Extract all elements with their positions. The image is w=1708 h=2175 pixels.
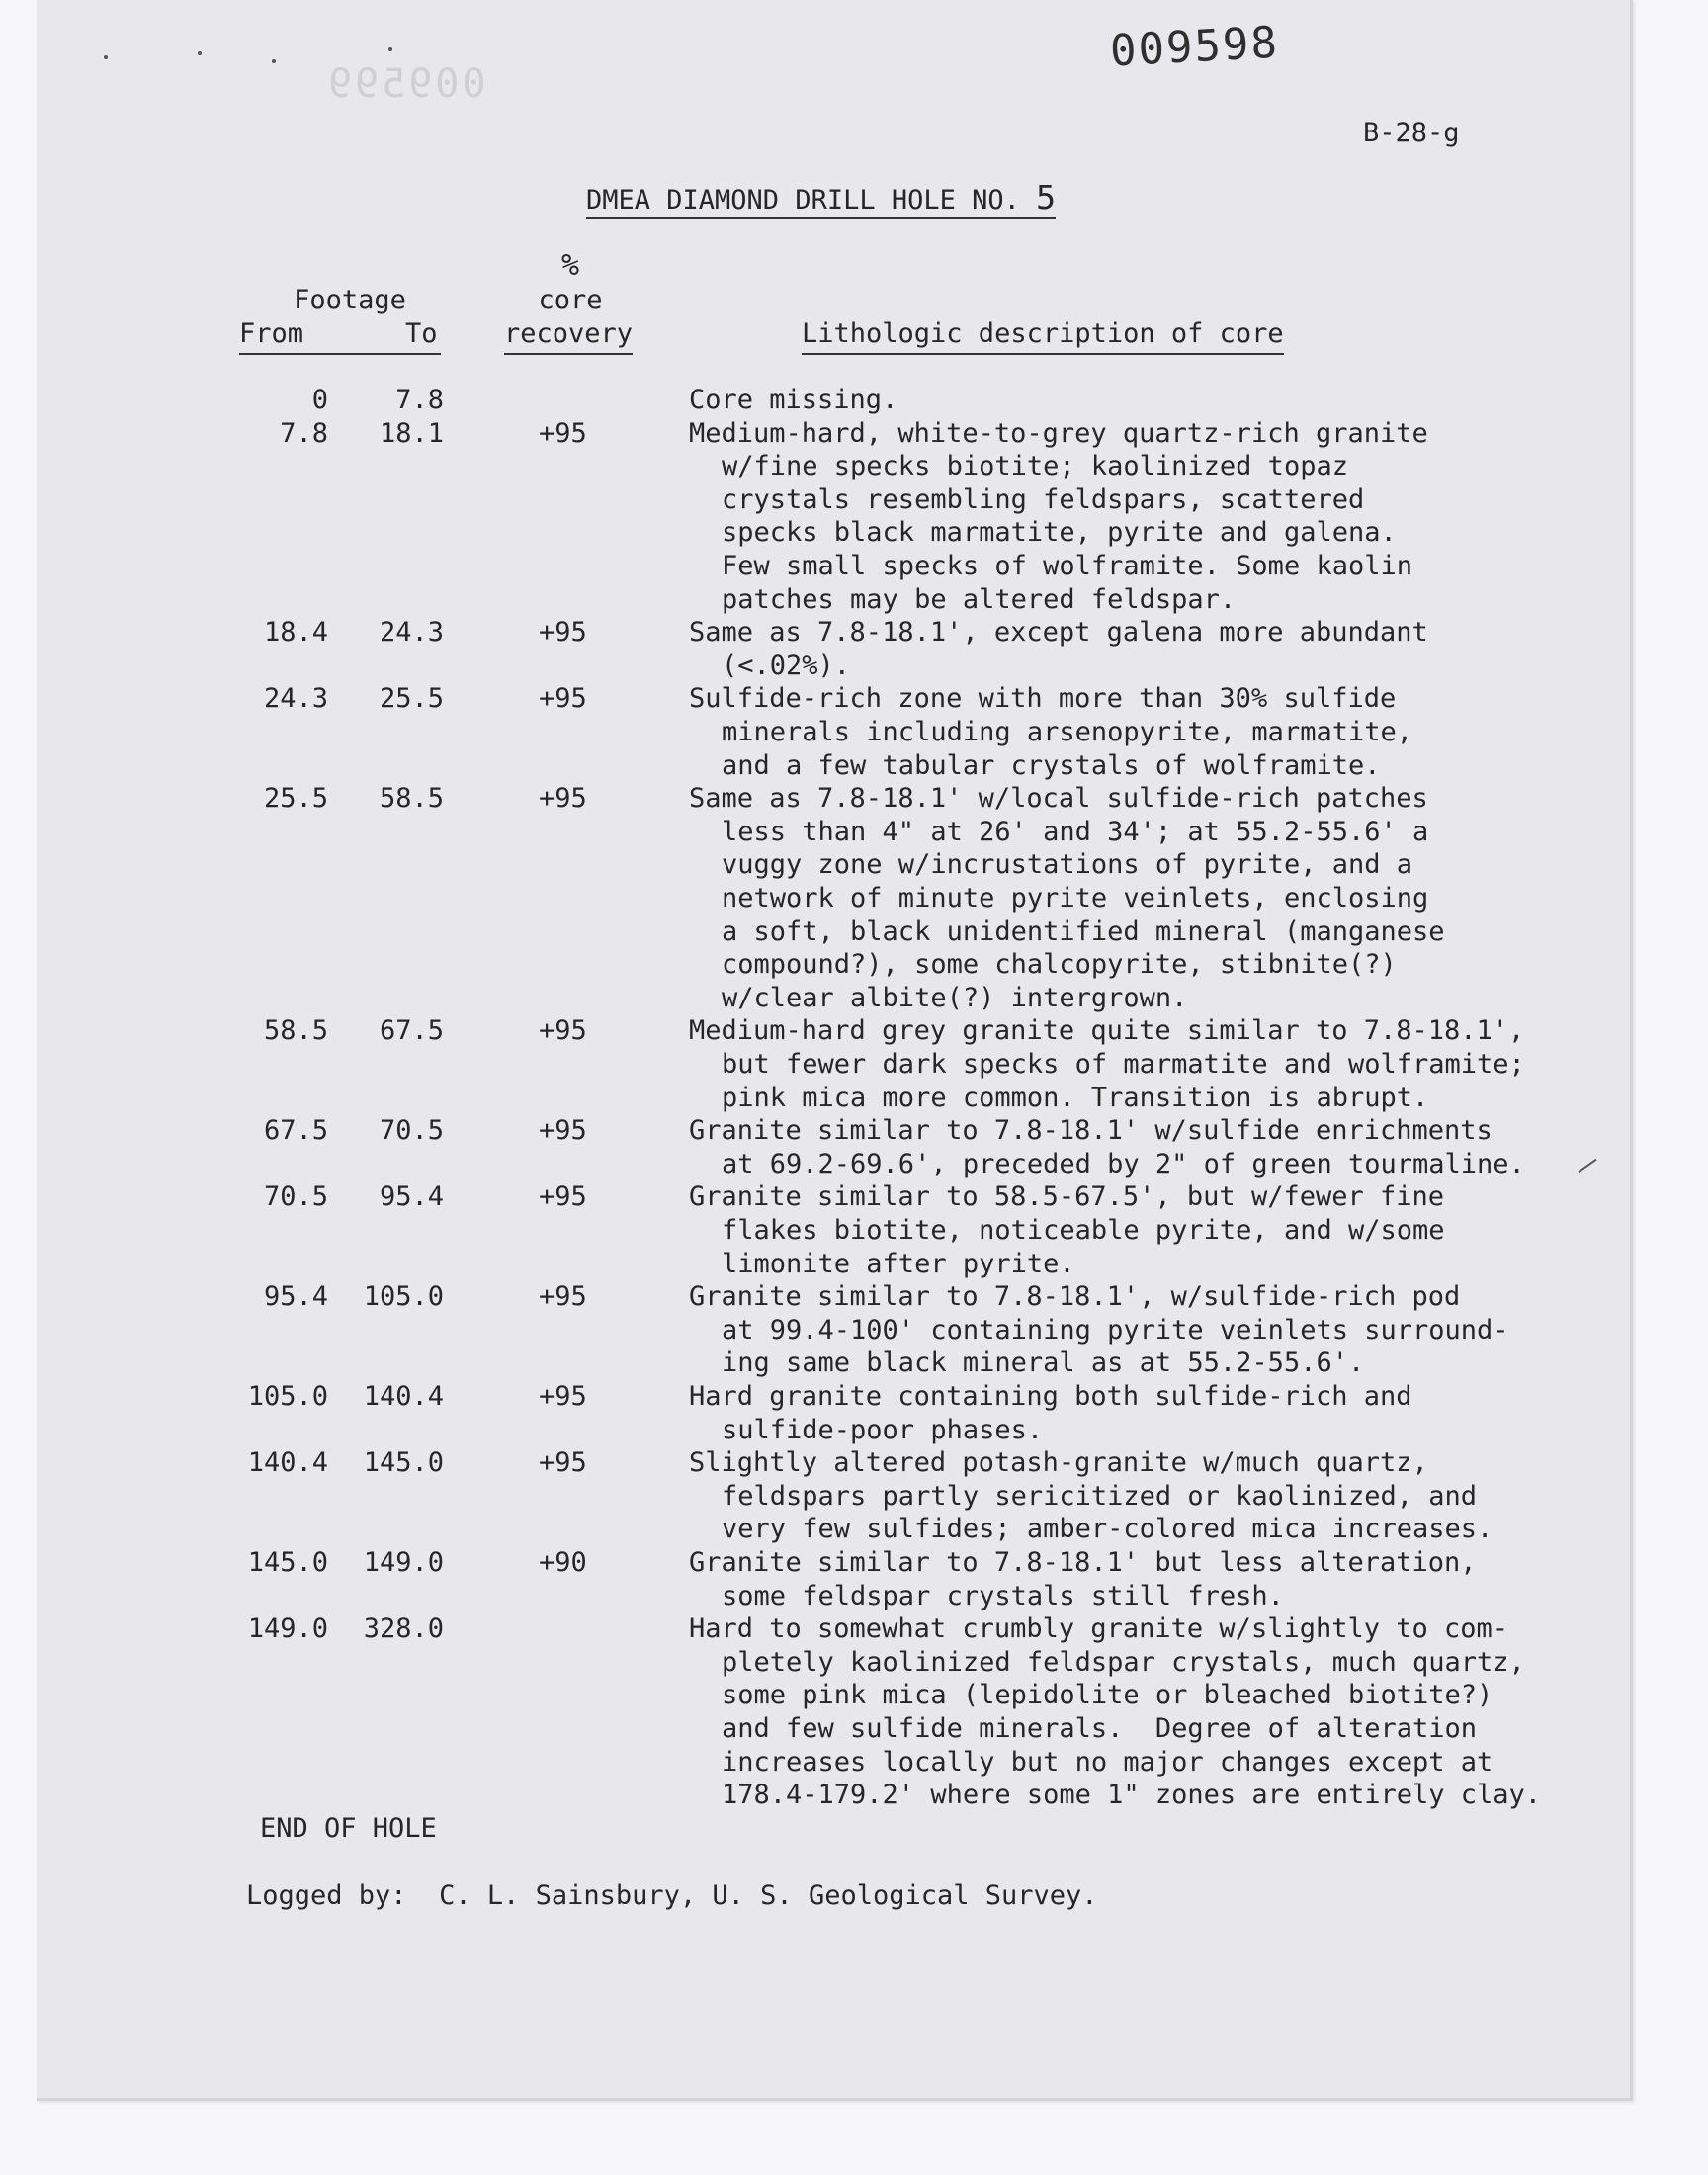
lithology-description xyxy=(689,782,1445,1014)
description-line: 178.4-179.2' where some 1" zones are entirely clay. xyxy=(722,1780,1542,1811)
core-recovery: +95 xyxy=(539,683,587,715)
footage-to: 95.4 xyxy=(379,1181,444,1213)
description-line: very few sulfides; amber-colored mica increases. xyxy=(722,1514,1494,1545)
footage-from: 18.4 xyxy=(263,617,328,649)
hole-number: 5 xyxy=(1036,178,1057,217)
description-line: less than 4" at 26' and 34'; at 55.2-55.6' a xyxy=(722,816,1429,847)
core-recovery: +95 xyxy=(539,1115,587,1147)
speck xyxy=(272,59,276,63)
description-line: Few small specks of wolframite. Some kaolin xyxy=(722,550,1412,581)
footage-to: 328.0 xyxy=(363,1613,444,1645)
speck xyxy=(388,47,392,51)
description-line: pletely kaolinized feldspar crystals, much quartz, xyxy=(722,1646,1525,1678)
footage-underline xyxy=(239,353,441,355)
description-line: Same as 7.8-18.1' w/local sulfide-rich patches xyxy=(689,783,1428,815)
description-line: Granite similar to 7.8-18.1' w/sulfide enrichments xyxy=(689,1115,1493,1147)
footage-from: 105.0 xyxy=(247,1381,328,1412)
description-line: patches may be altered feldspar. xyxy=(722,583,1237,615)
footage-from: 67.5 xyxy=(263,1115,328,1147)
footage-from: 58.5 xyxy=(263,1015,328,1047)
description-line: Granite similar to 58.5-67.5', but w/fewer fine xyxy=(689,1181,1445,1213)
description-line: w/fine specks biotite; kaolinized topaz xyxy=(722,451,1348,482)
core-recovery: +95 xyxy=(539,417,587,449)
description-line: ing same black mineral as at 55.2-55.6'. xyxy=(722,1348,1365,1379)
margin-mark xyxy=(1578,1159,1596,1173)
description-line: but fewer dark specks of marmatite and wolframite; xyxy=(722,1048,1525,1080)
description-line: some feldspar crystals still fresh. xyxy=(722,1580,1284,1611)
description-line: Core missing. xyxy=(689,385,898,415)
footage-from: 25.5 xyxy=(263,783,328,815)
description-line: pink mica more common. Transition is abrupt. xyxy=(722,1082,1429,1113)
description-line: Granite similar to 7.8-18.1', w/sulfide-rich pod xyxy=(689,1281,1461,1313)
description-line: Medium-hard grey granite quite similar to 7.8-18.1', xyxy=(689,1015,1525,1047)
core-recovery: +95 xyxy=(539,1381,587,1412)
header-core: core xyxy=(538,285,603,315)
footage-to: 140.4 xyxy=(363,1381,444,1412)
footage-to: 25.5 xyxy=(379,683,444,715)
description-line: sulfide-poor phases. xyxy=(722,1414,1044,1445)
lithology-description xyxy=(689,616,1428,682)
footage-to: 7.8 xyxy=(395,385,444,415)
header-lithology: Lithologic description of core xyxy=(802,317,1284,355)
description-line: Slightly altered potash-granite w/much quartz, xyxy=(689,1447,1428,1479)
description-line: some pink mica (lepidolite or bleached biotite?) xyxy=(722,1680,1494,1711)
core-recovery: +95 xyxy=(539,1281,587,1313)
description-line: limonite after pyrite. xyxy=(722,1248,1075,1279)
header-footage: Footage xyxy=(294,285,406,315)
lithology-description xyxy=(689,1546,1477,1612)
description-line: specks black marmatite, pyrite and galena. xyxy=(722,517,1397,549)
header-from: From xyxy=(239,318,304,349)
footage-to: 70.5 xyxy=(379,1115,444,1147)
speck xyxy=(104,55,108,59)
description-line: and few sulfide minerals. Degree of alteration xyxy=(722,1712,1478,1744)
header-percent: % xyxy=(560,248,580,283)
footage-from: 70.5 xyxy=(263,1181,328,1213)
description-line: minerals including arsenopyrite, marmatite, xyxy=(722,716,1412,747)
description-line: Same as 7.8-18.1', except galena more abundant xyxy=(689,617,1428,649)
lithology-description xyxy=(689,1114,1525,1180)
description-line: Sulfide-rich zone with more than 30% sulfide xyxy=(689,683,1397,715)
description-line: Hard granite containing both sulfide-rich and xyxy=(689,1381,1412,1412)
footage-from: 145.0 xyxy=(247,1547,328,1578)
description-line: w/clear albite(?) intergrown. xyxy=(722,982,1188,1013)
document-id: B-28-g xyxy=(1363,118,1460,148)
lithology-description xyxy=(689,1014,1525,1114)
core-recovery: +95 xyxy=(539,783,587,815)
lithology-description xyxy=(689,1180,1445,1280)
description-line: crystals resembling feldspars, scattered xyxy=(722,483,1365,515)
description-line: network of minute pyrite veinlets, enclosing xyxy=(722,882,1429,914)
description-line: Hard to somewhat crumbly granite w/slightly to com- xyxy=(689,1613,1509,1645)
lithology-description xyxy=(689,384,897,417)
description-line: Granite similar to 7.8-18.1' but less alteration, xyxy=(689,1547,1477,1578)
footage-from: 0 xyxy=(311,385,328,415)
bleed-through-stamp: 009599 xyxy=(325,61,486,107)
footage-to: 105.0 xyxy=(363,1281,444,1313)
page-title xyxy=(586,178,1057,219)
core-recovery: +95 xyxy=(539,1181,587,1213)
description-line: and a few tabular crystals of wolframite. xyxy=(722,749,1381,781)
description-line: compound?), some chalcopyrite, stibnite(?) xyxy=(722,949,1397,981)
footage-from: 7.8 xyxy=(280,417,328,449)
footage-from: 95.4 xyxy=(263,1281,328,1313)
footage-to: 149.0 xyxy=(363,1547,444,1578)
description-line: flakes biotite, noticeable pyrite, and w/some xyxy=(722,1214,1445,1246)
core-recovery: +90 xyxy=(539,1547,587,1578)
footage-to: 18.1 xyxy=(379,417,444,449)
description-line: at 99.4-100' containing pyrite veinlets surround- xyxy=(722,1314,1509,1346)
description-line: (<.02%). xyxy=(722,650,851,681)
footage-to: 67.5 xyxy=(379,1015,444,1047)
description-line: at 69.2-69.6', preceded by 2" of green tourmaline. xyxy=(722,1148,1525,1179)
description-line: vuggy zone w/incrustations of pyrite, and a xyxy=(722,849,1412,881)
logged-by: Logged by: C. L. Sainsbury, U. S. Geological Survey. xyxy=(246,1880,1098,1911)
header-to: To xyxy=(405,318,438,349)
description-line: Medium-hard, white-to-grey quartz-rich granite xyxy=(689,417,1428,449)
description-line: feldspars partly sericitized or kaolinized, and xyxy=(722,1480,1478,1512)
lithology-description xyxy=(689,1380,1412,1446)
footage-from: 140.4 xyxy=(247,1447,328,1479)
lithology-description xyxy=(689,1280,1509,1380)
footage-from: 149.0 xyxy=(247,1613,328,1645)
description-line: increases locally but no major changes except at xyxy=(722,1746,1494,1778)
footage-to: 58.5 xyxy=(379,783,444,815)
lithology-description xyxy=(689,682,1412,782)
core-recovery: +95 xyxy=(539,1447,587,1479)
title-text: DMEA DIAMOND DRILL HOLE NO. xyxy=(586,185,1020,216)
footage-to: 24.3 xyxy=(379,617,444,649)
footage-to: 145.0 xyxy=(363,1447,444,1479)
document-stamp-number: 009598 xyxy=(1108,17,1281,77)
core-recovery: +95 xyxy=(539,617,587,649)
lithology-description xyxy=(689,1446,1493,1546)
lithology-description xyxy=(689,1612,1541,1812)
core-recovery: +95 xyxy=(539,1015,587,1047)
header-recovery: recovery xyxy=(504,317,633,355)
end-of-hole: END OF HOLE xyxy=(260,1813,437,1844)
document-page xyxy=(37,0,1633,2101)
description-line: a soft, black unidentified mineral (manganese xyxy=(722,915,1445,947)
lithology-description xyxy=(689,417,1428,617)
speck xyxy=(198,51,202,55)
footage-from: 24.3 xyxy=(263,683,328,715)
